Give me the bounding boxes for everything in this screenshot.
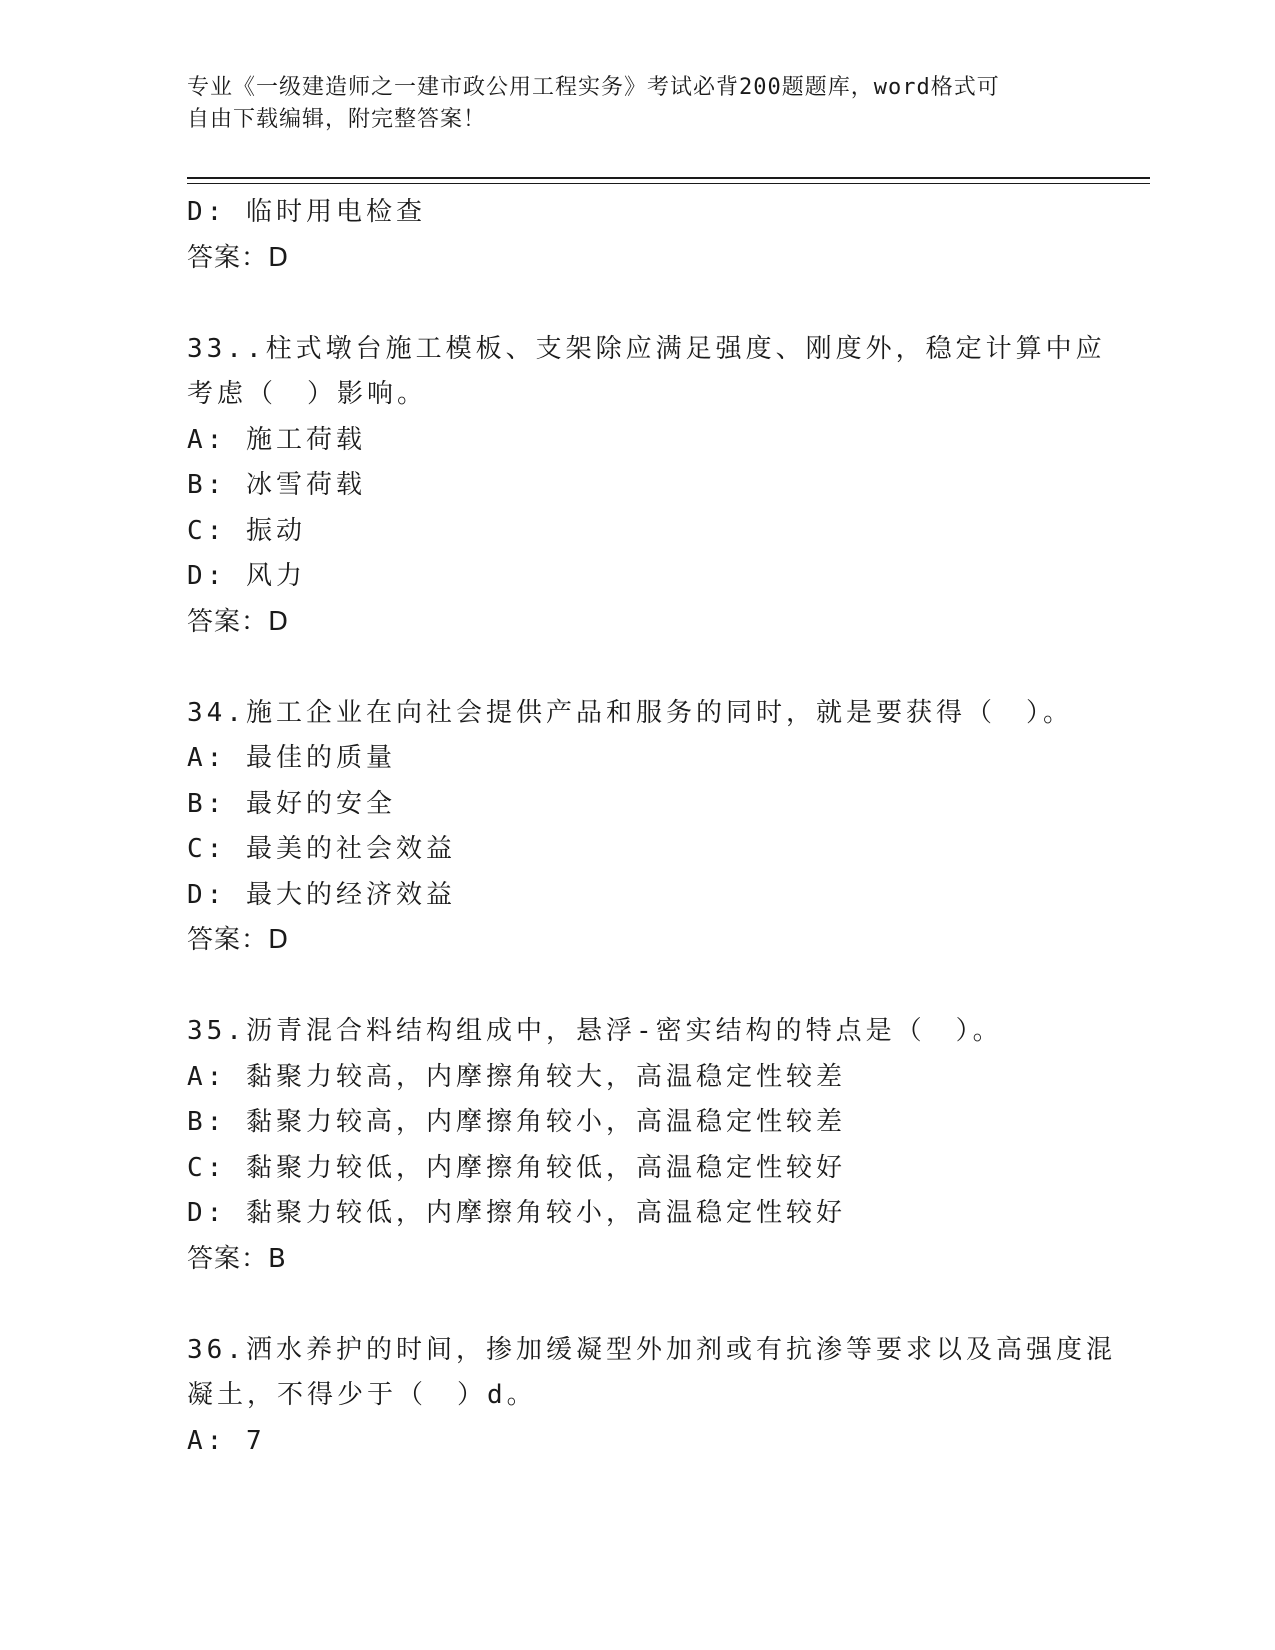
spacer [187,964,1087,1010]
option-a: A: 施工荷载 [187,424,366,455]
option-a: A: 最佳的质量 [187,743,396,773]
option-b: B: 最好的安全 [187,788,396,819]
answer: 答案：D [187,925,290,955]
prev-answer: 答案：D [187,242,290,273]
question-stem: 36.洒水养护的时间，掺加缓凝型外加剂或有抗渗等要求以及高强度混 [187,1334,1116,1365]
option-a: A: 黏聚力较高，内摩擦角较大，高温稳定性较差 [187,1061,846,1092]
option-c: C: 振动 [187,515,306,546]
prev-option-d: D: 临时用电检查 [187,197,426,227]
option-b: B: 冰雪荷载 [187,470,366,500]
header-divider-thick [187,177,1150,179]
header-line-2: 自由下载编辑，附完整答案！ [187,107,487,132]
option-a: A: 7 [187,1425,266,1456]
question-content [187,190,1116,1464]
option-d: D: 黏聚力较低，内摩擦角较小，高温稳定性较好 [187,1198,846,1228]
option-c: C: 最美的社会效益 [187,834,456,864]
question-stem: 33..柱式墩台施工模板、支架除应满足强度、刚度外，稳定计算中应 [187,333,1106,364]
question-stem: 35.沥青混合料结构组成中，悬浮-密实结构的特点是（ ）。 [187,1016,1003,1046]
spacer [187,1282,1087,1328]
question-35 [187,1009,1087,1282]
question-34 [187,691,1087,964]
question-stem: 34.施工企业在向社会提供产品和服务的同时，就是要获得（ ）。 [187,697,1073,728]
option-c: C: 黏聚力较低，内摩擦角较低，高温稳定性较好 [187,1152,846,1183]
spacer [187,281,1087,327]
header-line-1: 专业《一级建造师之一建市政公用工程实务》考试必背200题题库，word格式可 [187,75,1000,100]
question-33 [187,327,1106,646]
question-stem-cont: 凝土，不得少于（ ）d。 [187,1380,537,1410]
option-d: D: 风力 [187,561,306,591]
spacer [187,645,1087,691]
header-divider-thin [187,183,1150,184]
question-stem-cont: 考虑（ ）影响。 [187,379,428,409]
answer: 答案：B [187,1243,287,1274]
document-header [187,72,1067,136]
question-36 [187,1328,1116,1465]
option-d: D: 最大的经济效益 [187,879,456,910]
answer: 答案：D [187,606,290,637]
option-b: B: 黏聚力较高，内摩擦角较小，高温稳定性较差 [187,1107,846,1137]
